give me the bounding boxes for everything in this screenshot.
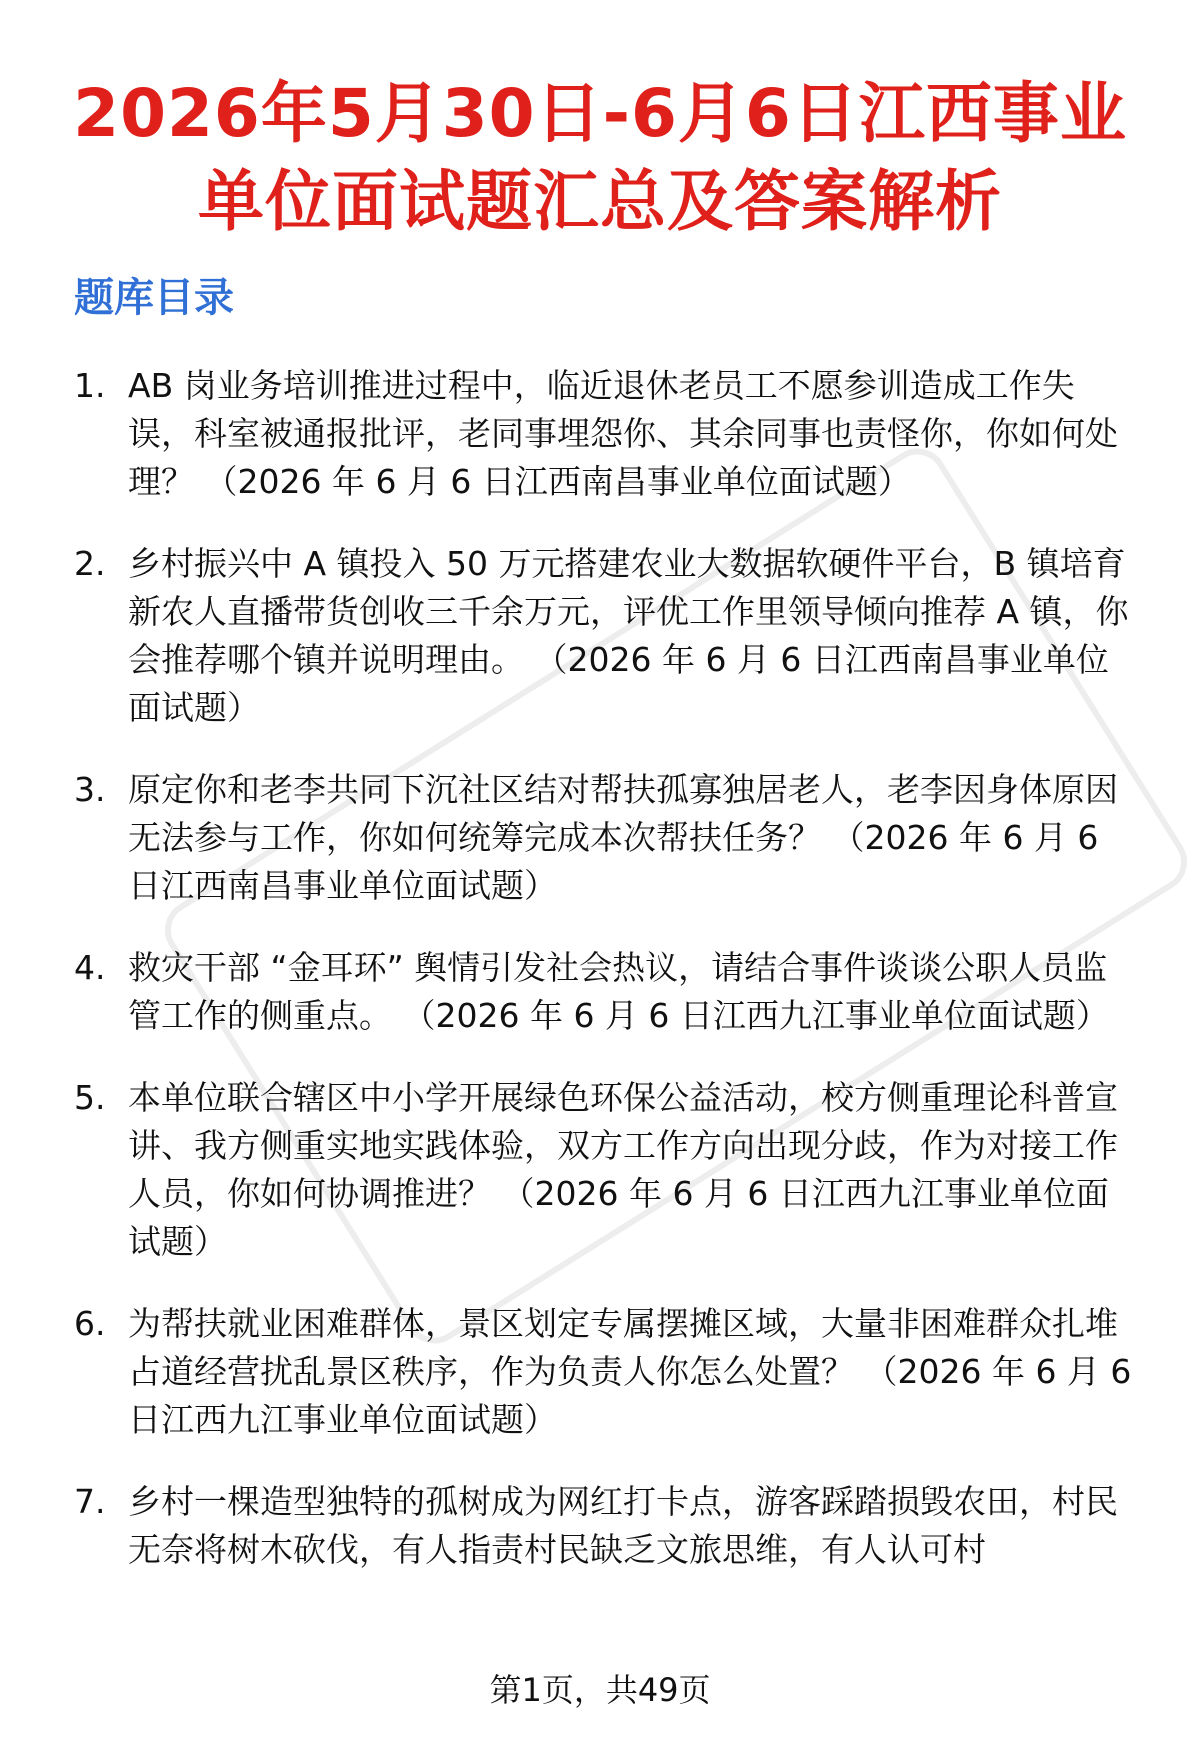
section-heading-toc: 题库目录 [74,275,234,321]
question-number: 6. [74,1304,106,1343]
list-item [74,1074,1134,1266]
question-number: 4. [74,948,106,987]
list-item [74,1478,1134,1574]
page-footer: 第1页，共49页 [489,1671,711,1709]
question-number: 5. [74,1078,106,1117]
list-item [74,944,1134,1040]
list-item [74,766,1134,910]
question-list [74,362,1134,1608]
title-line-2: 单位面试题汇总及答案解析 [198,163,1002,240]
question-number: 7. [74,1482,106,1521]
list-item [74,362,1134,506]
page-title [60,70,1140,246]
question-number: 2. [74,544,106,583]
question-text: 乡村振兴中 A 镇投入 50 万元搭建农业大数据软硬件平台，B 镇培育新农人直播带货创收三千余万元，评优工作里领导倾向推荐 A 镇，你会推荐哪个镇并说明理由。 （2026 年 6 月 6 日江西南昌事业单位面试题） [128,544,1129,727]
title-line-1: 2026年5月30日-6月6日江西事业 [73,75,1127,152]
question-text: 原定你和老李共同下沉社区结对帮扶孤寡独居老人，老李因身体原因无法参与工作，你如何统筹完成本次帮扶任务？ （2026 年 6 月 6 日江西南昌事业单位面试题） [128,770,1118,905]
question-text: 乡村一棵造型独特的孤树成为网红打卡点，游客踩踏损毁农田，村民无奈将树木砍伐，有人指责村民缺乏文旅思维，有人认可村 [128,1482,1118,1569]
question-text: 救灾干部 “金耳环” 舆情引发社会热议，请结合事件谈谈公职人员监管工作的侧重点。 （2026 年 6 月 6 日江西九江事业单位面试题） [128,948,1109,1035]
question-text: 本单位联合辖区中小学开展绿色环保公益活动，校方侧重理论科普宣讲、我方侧重实地实践体验，双方工作方向出现分歧，作为对接工作人员，你如何协调推进？ （2026 年 6 月 6 日江西九江事业单位面试题） [128,1078,1118,1261]
list-item [74,540,1134,732]
question-text: AB 岗业务培训推进过程中，临近退休老员工不愿参训造成工作失误，科室被通报批评，老同事埋怨你、其余同事也责怪你，你如何处理？ （2026 年 6 月 6 日江西南昌事业单位面试题） [128,366,1118,501]
list-item [74,1300,1134,1444]
question-number: 3. [74,770,106,809]
question-number: 1. [74,366,106,405]
question-text: 为帮扶就业困难群体，景区划定专属摆摊区域，大量非困难群众扎堆占道经营扰乱景区秩序，作为负责人你怎么处置？ （2026 年 6 月 6 日江西九江事业单位面试题） [128,1304,1132,1439]
